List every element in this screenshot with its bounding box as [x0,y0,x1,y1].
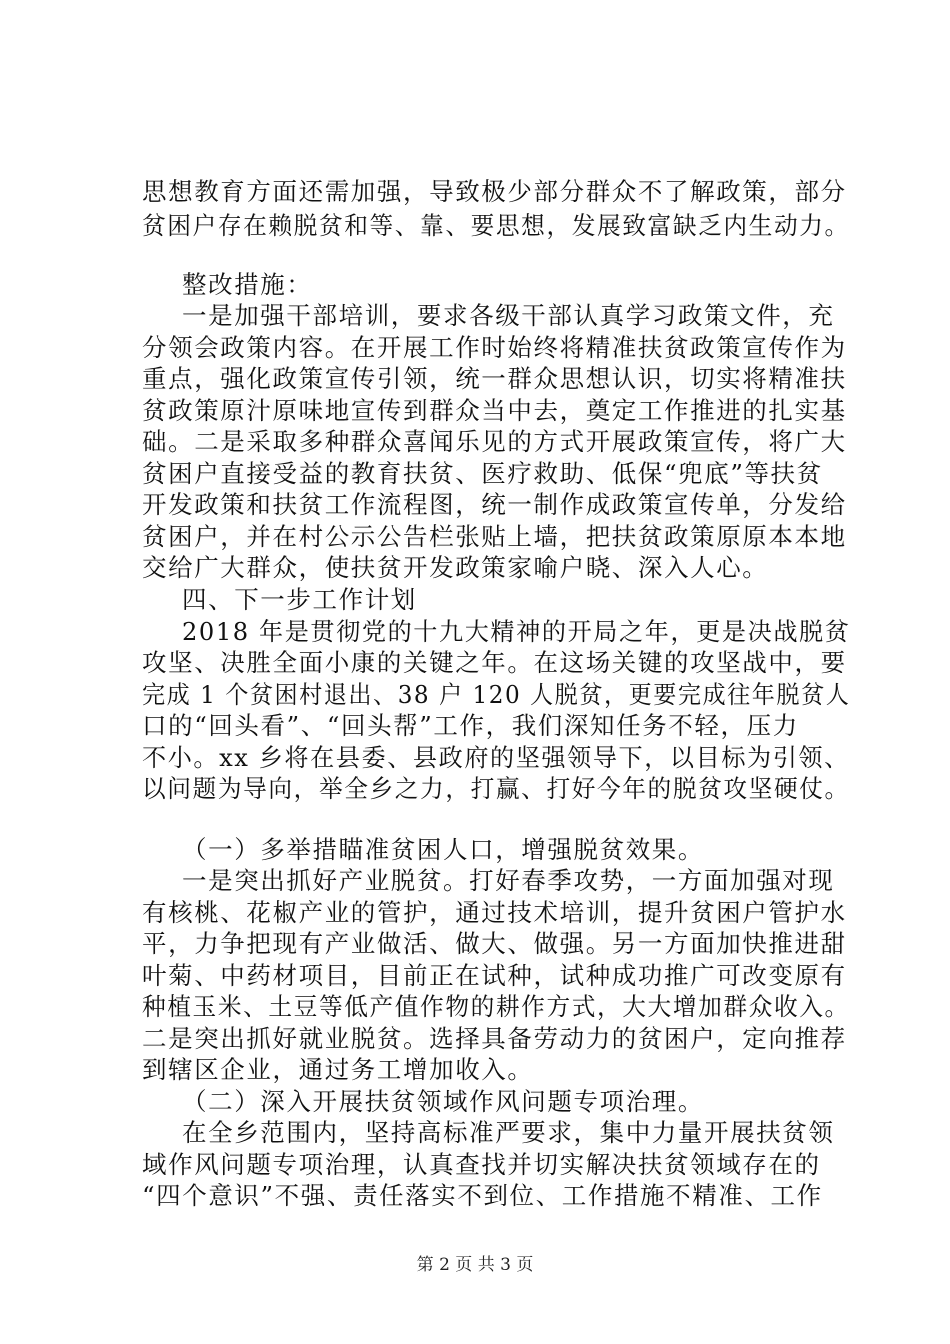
paragraph-line: 在全乡范围内，坚持高标准严要求，集中力量开展扶贫领 [182,1118,835,1147]
paragraph-line: 域作风问题专项治理，认真查找并切实解决扶贫领域存在的 [142,1150,821,1179]
paragraph-line: 一是突出抓好产业脱贫。打好春季攻势，一方面加强对现 [182,866,835,895]
paragraph-line: 口的“回头看”、“回头帮”工作，我们深知任务不轻，压力 [142,711,799,740]
paragraph-line: 交给广大群众，使扶贫开发政策家喻户晓、深入人心。 [142,553,769,582]
paragraph-line: 贫政策原汁原味地宣传到群众当中去，奠定工作推进的扎实基 [142,396,847,425]
paragraph-line: 完成 1 个贫困村退出、38 户 120 人脱贫，更要完成往年脱贫人 [142,680,851,709]
paragraph-line: 一是加强干部培训，要求各级干部认真学习政策文件，充 [182,301,835,330]
paragraph-line: 重点，强化政策宣传引领，统一群众思想认识，切实将精准扶 [142,364,847,393]
paragraph-line: 种植玉米、土豆等低产值作物的耕作方式，大大增加群众收入。 [142,992,850,1021]
paragraph-line: 平，力争把现有产业做活、做大、做强。另一方面加快推进甜 [142,929,847,958]
paragraph-line: 有核桃、花椒产业的管护，通过技术培训，提升贫困户管护水 [142,898,847,927]
paragraph-line: 贫困户，并在村公示公告栏张贴上墙，把扶贫政策原原本本地 [142,522,847,551]
section-heading: （二）深入开展扶贫领域作风问题专项治理。 [182,1087,704,1116]
paragraph-line: 叶菊、中药材项目，目前正在试种，试种成功推广可改变原有 [142,961,847,990]
paragraph-line: 到辖区企业，通过务工增加收入。 [142,1055,534,1084]
paragraph-line: 开发政策和扶贫工作流程图，统一制作成政策宣传单，分发给 [142,490,847,519]
paragraph-line: 础。二是采取多种群众喜闻乐见的方式开展政策宣传，将广大 [142,427,847,456]
paragraph-line: 贫困户存在赖脱贫和等、靠、要思想，发展致富缺乏内生动力。 [142,211,850,240]
page-number: 第 2 页 共 3 页 [416,1255,534,1275]
paragraph-line: 攻坚、决胜全面小康的关键之年。在这场关键的攻坚战中，要 [142,648,847,677]
section-heading: 整改措施： [182,270,313,299]
paragraph-line: 二是突出抓好就业脱贫。选择具备劳动力的贫困户，定向推荐 [142,1024,847,1053]
paragraph-line: “四个意识”不强、责任落实不到位、工作措施不精准、工作 [142,1181,823,1210]
paragraph-line: 分领会政策内容。在开展工作时始终将精准扶贫政策宣传作为 [142,333,847,362]
paragraph-line: 以问题为导向，举全乡之力，打赢、打好今年的脱贫攻坚硬仗。 [142,774,850,803]
paragraph-line: 贫困户直接受益的教育扶贫、医疗救助、低保“兜底”等扶贫 [142,459,823,488]
paragraph-line: 思想教育方面还需加强，导致极少部分群众不了解政策，部分 [142,177,847,206]
section-heading: （一）多举措瞄准贫困人口，增强脱贫效果。 [182,835,704,864]
section-heading: 四、下一步工作计划 [182,585,417,614]
paragraph-line: 不小。xx 乡将在县委、县政府的坚强领导下，以目标为引领、 [142,743,850,772]
paragraph-line: 2018 年是贯彻党的十九大精神的开局之年，更是决战脱贫 [182,617,851,646]
